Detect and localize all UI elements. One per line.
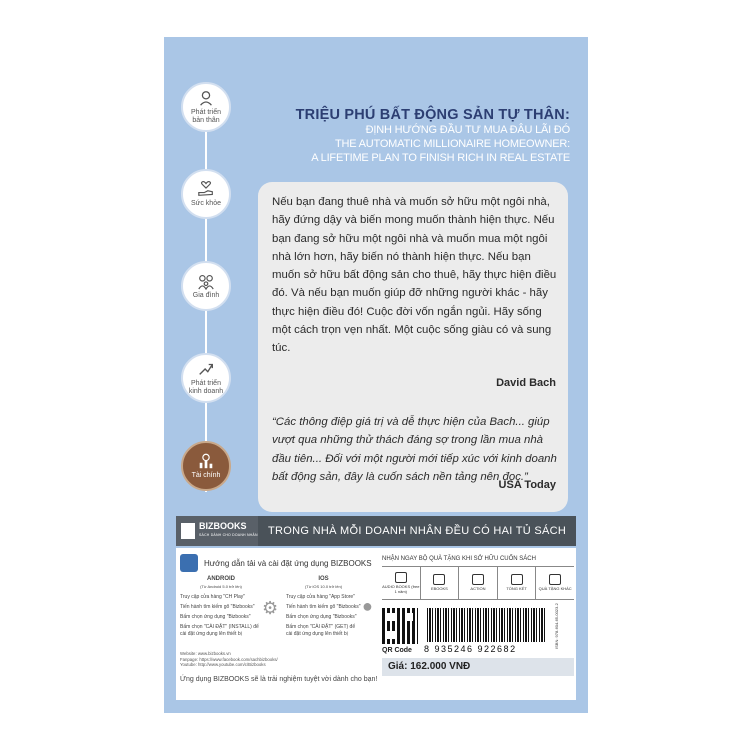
quote-box	[258, 182, 568, 512]
youtube-link[interactable]: Youtube: http://www.youtube.com/c/Bizbooks	[180, 662, 266, 668]
ios-requirement: (Từ iOS 10.0 trở lên)	[304, 584, 343, 589]
english-subtitle: A LIFETIME PLAN TO FINISH RICH IN REAL ESTATE	[311, 152, 570, 164]
android-step: Tiến hành tìm kiếm gõ "Bizbooks"	[180, 604, 255, 610]
gift-item	[498, 567, 537, 599]
ios-step: Tiến hành tìm kiếm gõ "Bizbooks"	[286, 604, 361, 610]
fanpage-link[interactable]: Fanpage: https://www.facebook.com/sachbizbooks/	[180, 656, 278, 662]
gift-label: EBOOKS	[430, 586, 448, 592]
android-step: Bấm chọn ứng dụng "Bizbooks"	[180, 614, 251, 620]
bizbooks-app-icon	[180, 554, 198, 572]
ios-step: Bấm chọn "CÀI ĐẶT" (GET) để cài đặt ứng dụng lên thiết bị	[286, 624, 356, 637]
action-icon	[472, 574, 484, 585]
android-guide	[180, 576, 262, 641]
business-growth-icon	[197, 360, 215, 378]
android-step: Bấm chọn "CÀI ĐẶT" (INSTALL) để cài đặt ứng dụng lên thiết bị	[180, 624, 259, 637]
app-footer-note: Ứng dụng BIZBOOKS sẽ là trải nghiệm tuyệt vời dành cho bạn!	[180, 676, 378, 683]
price-tag: Giá: 162.000 VNĐ	[382, 658, 574, 676]
qr-code-finder	[382, 608, 418, 644]
category-business-growth	[181, 353, 231, 403]
book-title: TRIỆU PHÚ BẤT ĐỘNG SẢN TỰ THÂN:	[295, 107, 570, 123]
summary-icon	[511, 574, 523, 585]
app-guide-header	[180, 554, 372, 572]
finance-icon	[197, 452, 215, 470]
ios-step: Bấm chọn ứng dụng "Bizbooks"	[286, 614, 357, 620]
android-icon: ⚙	[262, 598, 279, 618]
english-title: THE AUTOMATIC MILLIONAIRE HOMEOWNER:	[334, 138, 570, 150]
audiobook-icon	[395, 572, 407, 583]
bizbooks-logo-mark	[181, 523, 195, 539]
qr-code-label: QR Code	[382, 647, 412, 654]
gift-icon	[549, 574, 561, 585]
gift-list	[382, 566, 574, 600]
quote-author: David Bach	[496, 377, 556, 389]
category-label: Tài chính	[191, 472, 221, 479]
gift-item	[536, 567, 574, 599]
website-link[interactable]: Website: www.bizbooks.vn	[180, 651, 231, 656]
person-growth-icon	[197, 89, 215, 107]
review-quote-text: “Các thông điệp giá trị và dễ thực hiện của Bach... giúp vượt qua những thử thách đáng sợ trong lần mua nhà đầu tiên... Đối với một người mới tiếp xúc với kinh doanh bất động sản, đây là cuốn sách nền tảng nên đọc.”	[272, 416, 557, 483]
apple-icon: ●	[362, 596, 373, 616]
category-finance	[181, 441, 231, 491]
gift-label: QUÀ TẶNG KHÁC	[538, 586, 572, 592]
gift-label: TỔNG KẾT	[506, 586, 527, 592]
publisher-band	[176, 516, 576, 546]
bizbooks-logo	[176, 516, 258, 546]
bizbooks-brand	[199, 522, 258, 540]
android-heading: ANDROID	[207, 576, 235, 582]
isbn-text: ISBN: 978-604-65-0023-2	[554, 603, 559, 649]
category-family	[181, 261, 231, 311]
family-icon	[197, 272, 215, 290]
ios-step: Truy cập cửa hàng "App Store"	[286, 594, 355, 600]
gift-title: NHẬN NGAY BỘ QUÀ TẶNG KHI SỞ HỮU CUỐN SÁCH	[382, 556, 536, 562]
gift-panel	[382, 548, 574, 672]
gift-item	[459, 567, 498, 599]
ebook-icon	[433, 574, 445, 585]
quote-text: Nếu bạn đang thuê nhà và muốn sở hữu một ngôi nhà, hãy đứng dậy và biến mong muốn thành hiện thực. Nếu bạn đang sở hữu một ngôi nhà và muốn mua một ngôi nhà lớn hơn, hãy biến nó thành hiện thực. Nếu bạn muốn sở hữu bất động sản cho thuê, hãy thực hiện điều đó. Và nếu bạn muốn giúp đỡ những người khác - hãy thực hiện điều đó! Cuộc đời vốn ngắn ngủi. Hãy sống một cách trọn vẹn nhất. Một cuộc sống giàu có và sung túc.	[272, 196, 557, 355]
title-block	[250, 107, 570, 165]
category-health	[181, 169, 231, 219]
contact-links	[180, 651, 278, 668]
brand-tagline: SÁCH DÀNH CHO DOANH NHÂN	[199, 533, 258, 537]
review-source: USA Today	[498, 479, 556, 491]
ios-guide	[286, 576, 361, 641]
category-label: Phát triển bản thân	[191, 109, 221, 124]
gift-item	[382, 567, 421, 599]
category-label: Gia đình	[192, 292, 220, 299]
gift-label: AUDIO BOOKS (free 1 năm)	[382, 584, 420, 594]
android-requirement: (Từ Android 5.0 trở lên)	[200, 584, 242, 589]
android-step: Truy cập cửa hàng "CH Play"	[180, 594, 246, 600]
book-back-cover	[164, 37, 588, 713]
publisher-slogan: TRONG NHÀ MỖI DOANH NHÂN ĐỀU CÓ HAI TỦ SÁCH	[268, 525, 567, 537]
category-label: Phát triển kinh doanh	[188, 380, 224, 395]
bottom-info-panel	[176, 548, 576, 700]
category-personal-growth	[181, 82, 231, 132]
barcode	[427, 608, 547, 642]
health-hand-heart-icon	[197, 180, 215, 198]
book-subtitle: ĐỊNH HƯỚNG ĐẦU TƯ MUA ĐÂU LÃI ĐÓ	[365, 124, 570, 136]
gift-item	[421, 567, 460, 599]
brand-name: BIZBOOKS	[199, 521, 247, 531]
app-guide-title: Hướng dẫn tải và cài đặt ứng dụng BIZBOOKS	[204, 558, 372, 568]
gift-label: ACTION	[470, 586, 486, 592]
barcode-number: 8 935246 922682	[424, 644, 517, 654]
ios-heading: IOS	[318, 576, 329, 582]
category-label: Sức khỏe	[191, 200, 221, 207]
